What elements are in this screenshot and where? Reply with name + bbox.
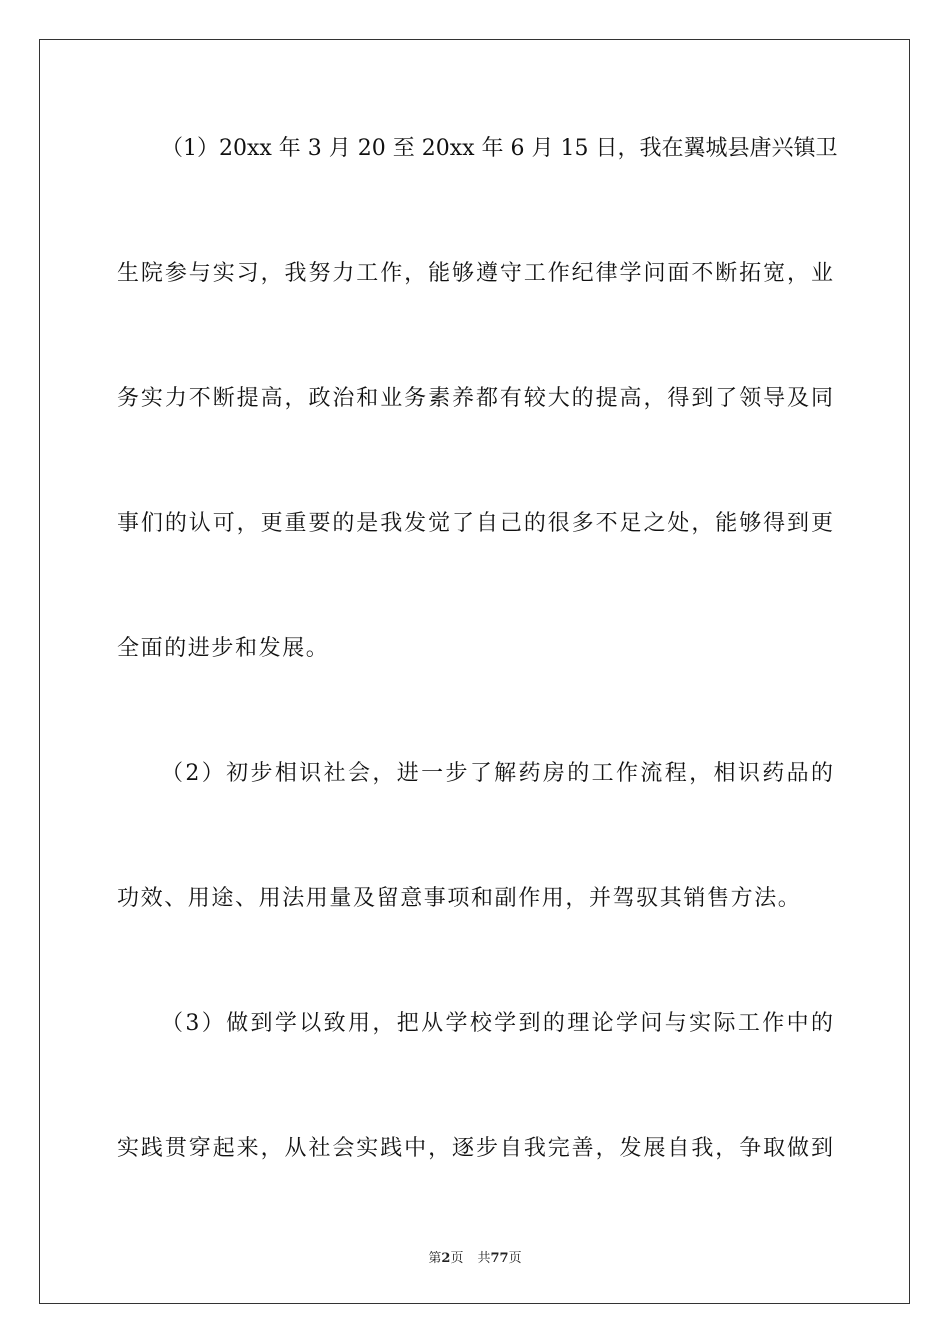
paragraph-3-line-1: （3）做到学以致用，把从学校学到的理论学问与实际工作中的 xyxy=(161,1011,833,1036)
paragraph-1-line-5: 全面的进步和发展。 xyxy=(117,636,330,661)
paragraph-1-line-2: 生院参与实习，我努力工作，能够遵守工作纪律学问面不断拓宽，业 xyxy=(117,261,833,286)
total-prefix: 共 xyxy=(477,1251,491,1266)
current-page-number: 2 xyxy=(441,1251,451,1266)
page-prefix: 第 xyxy=(428,1251,442,1266)
paragraph-1-line-3: 务实力不断提高，政治和业务素养都有较大的提高，得到了领导及同 xyxy=(117,386,833,411)
paragraph-3-line-2: 实践贯穿起来，从社会实践中，逐步自我完善，发展自我，争取做到 xyxy=(117,1136,833,1161)
page-unit: 页 xyxy=(450,1251,464,1266)
total-page-count: 77 xyxy=(490,1251,509,1266)
page-footer xyxy=(0,1247,950,1266)
paragraph-2-line-1: （2）初步相识社会，进一步了解药房的工作流程，相识药品的 xyxy=(161,761,833,786)
page-border xyxy=(39,39,910,1304)
total-unit: 页 xyxy=(508,1251,522,1266)
paragraph-1-line-4: 事们的认可，更重要的是我发觉了自己的很多不足之处，能够得到更 xyxy=(117,511,833,536)
paragraph-2-line-2: 功效、用途、用法用量及留意事项和副作用，并驾驭其销售方法。 xyxy=(117,886,802,911)
paragraph-1-line-1: （1）20xx 年 3 月 20 至 20xx 年 6 月 15 日，我在翼城县唐兴镇卫 xyxy=(161,136,838,161)
